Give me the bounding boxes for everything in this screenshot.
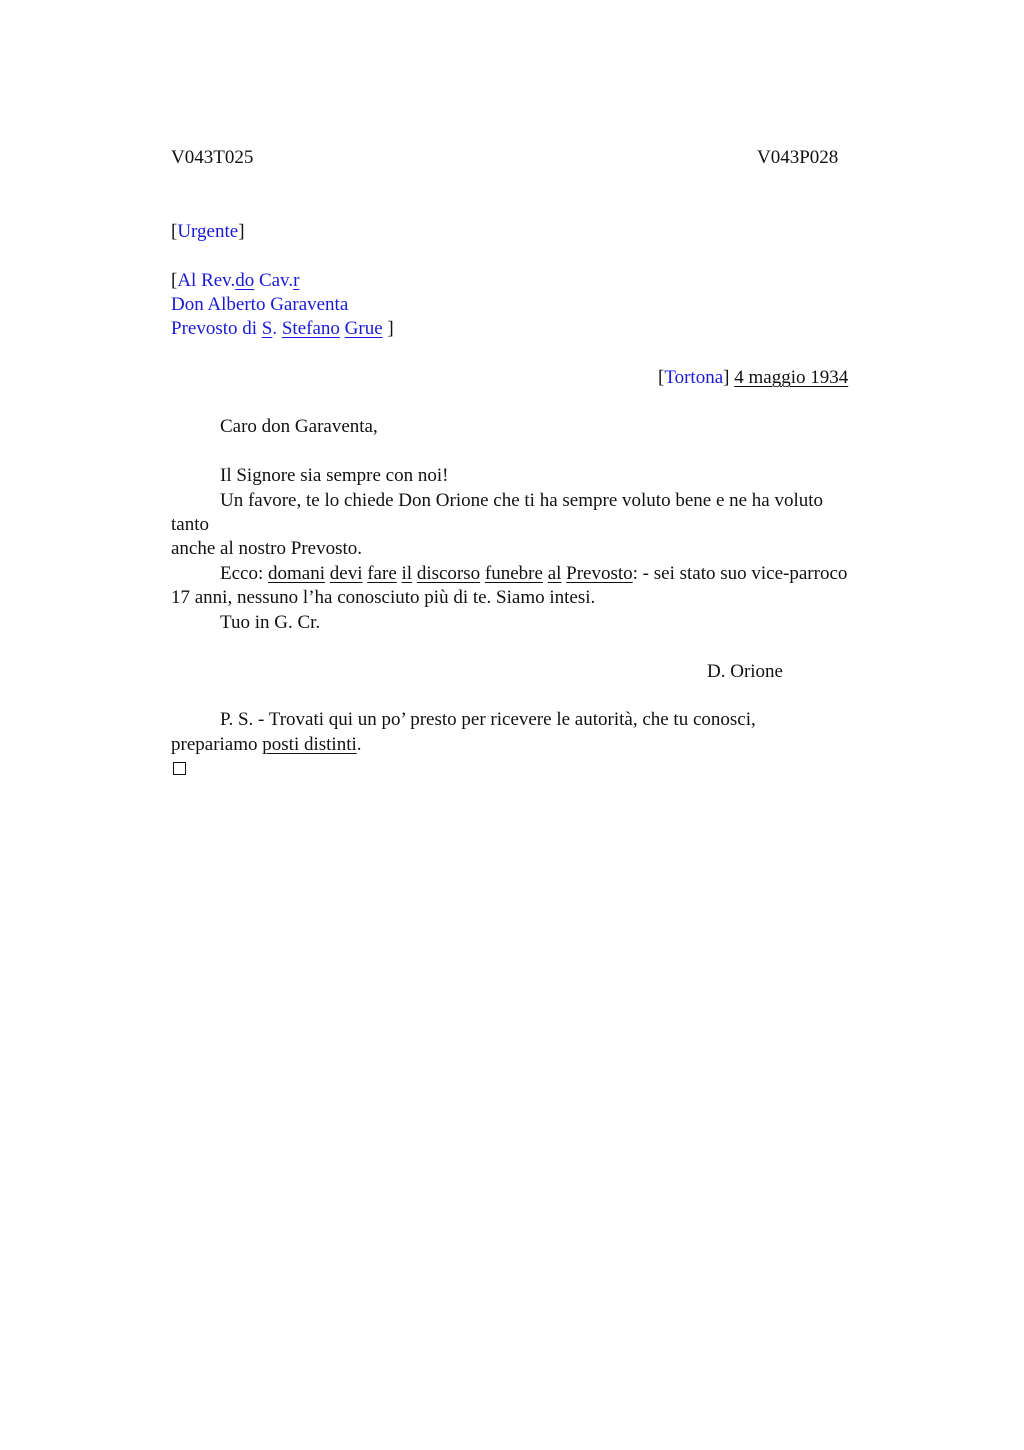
postscript-suffix: . xyxy=(356,734,362,755)
dateline xyxy=(658,366,848,390)
bracket: [ xyxy=(171,270,178,291)
dateline-place: Tortona xyxy=(664,367,724,388)
ecco-suffix: : - sei stato suo vice-parroco xyxy=(632,563,848,584)
body-paragraph-1: Il Signore sia sempre con noi! xyxy=(220,465,449,486)
closing: Tuo in G. Cr. xyxy=(220,612,321,633)
address-line-1 xyxy=(171,269,299,293)
address-place-grue: Grue xyxy=(344,318,383,339)
address-line-3 xyxy=(171,317,394,341)
underlined-word: Prevosto xyxy=(566,563,633,584)
postscript-line-2 xyxy=(171,733,362,757)
address-title-cav: Cav. xyxy=(254,270,294,291)
bracket: ] xyxy=(238,221,245,242)
bracket: ] xyxy=(723,367,730,388)
body-paragraph-2-line-2: tanto xyxy=(171,514,209,535)
underlined-word: fare xyxy=(367,563,397,584)
underlined-word: discorso xyxy=(416,563,481,584)
signature: D. Orione xyxy=(707,661,783,682)
bracket: [ xyxy=(658,367,665,388)
bracket: [ xyxy=(171,221,178,242)
address-line-2: Don Alberto Garaventa xyxy=(171,294,349,315)
salutation: Caro don Garaventa, xyxy=(220,416,378,437)
underlined-word: devi xyxy=(329,563,363,584)
document-code-right: V043P028 xyxy=(757,147,839,168)
body-paragraph-2-line-3: anche al nostro Prevosto. xyxy=(171,538,363,559)
end-mark-square-icon xyxy=(173,762,186,775)
underlined-word: domani xyxy=(268,563,326,584)
address-saint-abbrev: S xyxy=(261,318,273,339)
underlined-word: al xyxy=(547,563,562,584)
address-title-abbrev: do xyxy=(235,270,255,291)
bracket: ] xyxy=(382,318,394,339)
ecco-prefix: Ecco: xyxy=(220,563,269,584)
dateline-date: 4 maggio 1934 xyxy=(734,367,849,388)
urgent-note xyxy=(171,220,245,244)
address-role: Prevosto di xyxy=(171,318,262,339)
document-code-left: V043T025 xyxy=(171,147,254,168)
body-paragraph-3-line-2: 17 anni, nessuno l’ha conosciuto più di te. Siamo intesi. xyxy=(171,587,596,608)
postscript-underlined: posti distinti xyxy=(262,734,357,755)
postscript-prefix: prepariamo xyxy=(171,734,263,755)
underlined-word: funebre xyxy=(484,563,543,584)
address-title: Al Rev. xyxy=(177,270,236,291)
address-dot: . xyxy=(272,318,282,339)
postscript-line-1: P. S. - Trovati qui un po’ presto per ricevere le autorità, che tu conosci, xyxy=(220,709,756,730)
address-title-cav-abbrev: r xyxy=(293,270,300,291)
address-place-stefano: Stefano xyxy=(281,318,340,339)
body-paragraph-2-line-1: Un favore, te lo chiede Don Orione che ti ha sempre voluto bene e ne ha voluto xyxy=(220,490,824,511)
underlined-word: il xyxy=(401,563,413,584)
body-paragraph-3-line-1 xyxy=(220,562,847,586)
urgent-label: Urgente xyxy=(177,221,239,242)
